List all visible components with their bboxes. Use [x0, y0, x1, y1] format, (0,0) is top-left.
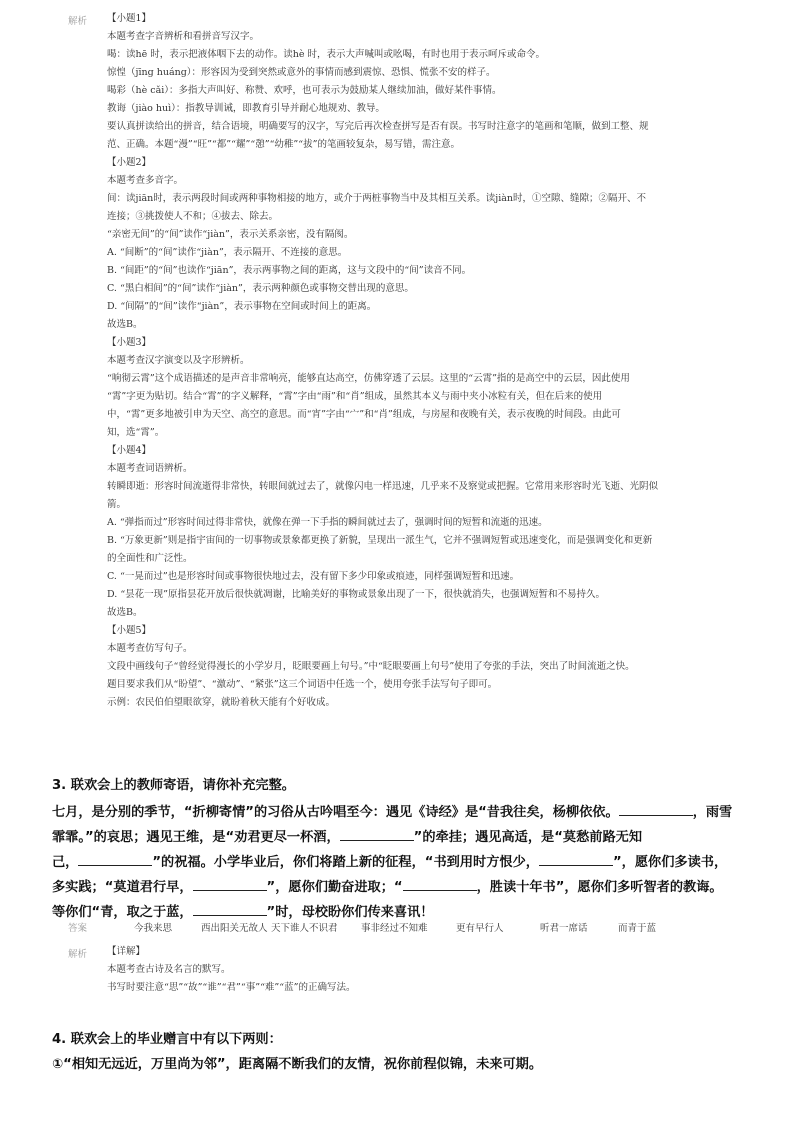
fill-blank[interactable]	[340, 826, 414, 841]
fill-blank[interactable]	[193, 901, 267, 916]
analysis-line: 间：读jiān时，表示两段时间或两种事物相接的地方，或介于两桩事物当中及其相互关系。读jiàn时，①空隙、缝隙；②隔开、不	[107, 193, 647, 204]
analysis-line: 的全面性和广泛性。	[107, 553, 193, 564]
analysis-line: 【小题3】	[107, 337, 152, 348]
analysis-line: C. “黑白相间”的“间”读作“jiàn”，表示两种颜色或事物交替出现的意思。	[107, 283, 414, 294]
answer-item: 西出阳关无故人	[201, 923, 268, 934]
answer-item: 更有早行人	[456, 923, 504, 934]
analysis-line: 书写时要注意“思”“故”“谁”“君”“事”“难”“蓝”的正确写法。	[107, 982, 356, 993]
question-4-title: 4. 联欢会上的毕业赠言中有以下两则：	[52, 1032, 282, 1047]
question-3-line	[52, 826, 642, 848]
question-4-line: ①“相知无远近，万里尚为邻”，距离隔不断我们的友情，祝你前程似锦，未来可期。	[52, 1057, 543, 1072]
analysis-line: B. “万象更新”则是指宇宙间的一切事物或景象都更换了新貌，呈现出一派生气，它并不强调短暂或迅速变化，而是强调变化和更新	[107, 535, 653, 546]
analysis-line: 故选B。	[107, 607, 143, 618]
fill-blank[interactable]	[193, 876, 267, 891]
analysis-label: 解析	[68, 16, 88, 27]
analysis-line: 本题考查词语辨析。	[107, 463, 193, 474]
analysis-line: “霄”字更为贴切。结合“霄”的字义解释，“霄”字由“雨”和“肖”组成，虽然其本义与雨中夹小冰粒有关，但在后来的使用	[107, 391, 603, 402]
question-3-line	[52, 851, 727, 873]
analysis-line: 本题考查古诗及名言的默写。	[107, 964, 231, 975]
analysis-line: C. “一晃而过”也是形容时间或事物很快地过去，没有留下多少印象或痕迹，同样强调短暂和迅速。	[107, 571, 520, 582]
analysis-line: 中，“霄”更多地被引申为天空、高空的意思。而“宵”字由“宀”和“肖”组成，与房屋和夜晚有关，表示夜晚的时间段。由此可	[107, 409, 621, 420]
analysis-line: 要认真拼读给出的拼音，结合语境，明确要写的汉字，写完后再次检查拼写是否有误。书写时注意字的笔画和笔顺，做到工整、规	[107, 121, 649, 132]
question-3-text: 多实践；“莫道君行早，	[52, 880, 193, 895]
analysis-line: 箭。	[107, 499, 127, 510]
answer-item: 而青于蓝	[618, 923, 657, 934]
answer-item: 天下谁人不识君	[271, 923, 338, 934]
fill-blank[interactable]	[403, 876, 477, 891]
analysis-line: 题目要求我们从“盼望”、“激动”、“紧张”这三个词语中任选一个，使用夸张手法写句子即可。	[107, 679, 498, 690]
question-3-title	[52, 776, 295, 796]
analysis-line: 【小题1】	[107, 13, 152, 24]
analysis-line: 【小题2】	[107, 157, 152, 168]
question-3-text: ”时，母校盼你们传来喜讯！	[266, 905, 434, 920]
analysis-line: 本题考查字音辨析和看拼音写汉字。	[107, 31, 260, 42]
analysis-line: 知，选“霄”。	[107, 427, 165, 438]
question-3-text: ”，愿你们勤奋进取；“	[266, 880, 403, 895]
question-3-text: ，雨雪	[692, 805, 733, 820]
analysis-line: 教诲（jiào huì）：指教导训诫，即教育引导并耐心地规劝、教导。	[107, 103, 385, 114]
answer-item: 今我来思	[134, 923, 173, 934]
answer-item: 事非经过不知难	[361, 923, 428, 934]
analysis-line: 【小题5】	[107, 625, 152, 636]
question-3-text: 3. 联欢会上的教师寄语，请你补充完整。	[52, 778, 295, 793]
analysis-line: D. “间隔”的“间”读作“jiàn”，表示事物在空间或时间上的距离。	[107, 301, 377, 312]
question-3-text: 己，	[52, 855, 79, 870]
question-3-text: ”的祝福。小学毕业后，你们将踏上新的征程，“书到用时方恨少，	[152, 855, 539, 870]
analysis-line: 喝彩（hè cǎi）：多指大声叫好、称赞、欢呼，也可表示为鼓励某人继续加油，做好某件事情。	[107, 85, 502, 96]
analysis-line: “亲密无间”的“间”读作“jiàn”，表示关系亲密，没有隔阂。	[107, 229, 354, 240]
question-3-text: ”，愿你们多读书，	[612, 855, 728, 870]
analysis-line: 惊惶（jīng huáng）：形容因为受到突然或意外的事情而感到震惊、恐惧、慌张不安的样子。	[107, 67, 496, 78]
analysis-line: 本题考查仿写句子。	[107, 643, 193, 654]
analysis-line: 喝：读hē 时，表示把液体咽下去的动作。读hè 时，表示大声喊叫或吆喝，有时也用于表示呵斥或命令。	[107, 49, 546, 60]
analysis-line: D. “昙花一现”原指昙花开放后很快就凋谢，比喻美好的事物或景象出现了一下，很快就消失，也强调短暂和不易持久。	[107, 589, 606, 600]
analysis-line: 连接；③挑拨使人不和；④拔去、除去。	[107, 211, 279, 222]
analysis-line: A. “间断”的“间”读作“jiàn”，表示隔开、不连接的意思。	[107, 247, 348, 258]
analysis-line: 本题考查汉字演变以及字形辨析。	[107, 355, 250, 366]
analysis-line: 转瞬即逝：形容时间流逝得非常快，转眼间就过去了，就像闪电一样迅速，几乎来不及察觉或把握。它常用来形容时光飞逝、光阴似	[107, 481, 659, 492]
analysis-line: 文段中画线句子“曾经觉得漫长的小学岁月，眨眼要画上句号。”中“眨眼要画上句号”使用了夸张的手法，突出了时间流逝之快。	[107, 661, 635, 672]
fill-blank[interactable]	[78, 851, 152, 866]
analysis-line: 范、正确。本题“漫”“旺”“都”“耀”“憩”“幼稚”“拔”的笔画较复杂，易写错，需注意。	[107, 139, 460, 150]
question-3-text: 霏霏。”的哀思；遇见王维，是“劝君更尽一杯酒，	[52, 830, 340, 845]
question-3-text: ”的牵挂；遇见高适，是“莫愁前路无知	[413, 830, 643, 845]
analysis-label-q3: 解析	[68, 949, 88, 960]
fill-blank[interactable]	[539, 851, 613, 866]
answer-label: 答案	[68, 923, 88, 934]
question-3-text: 七月，是分别的季节，“折柳寄情”的习俗从古吟唱至今：遇见《诗经》是“昔我往矣，杨柳依依。	[52, 805, 619, 820]
fill-blank[interactable]	[619, 801, 693, 816]
analysis-line: 本题考查多音字。	[107, 175, 184, 186]
analysis-line: 【详解】	[107, 946, 146, 957]
analysis-line: 【小题4】	[107, 445, 152, 456]
analysis-line: A. “弹指而过”形容时间过得非常快，就像在弹一下手指的瞬间就过去了，强调时间的短暂和流逝的迅速。	[107, 517, 548, 528]
analysis-line: 故选B。	[107, 319, 143, 330]
question-3-text: 等你们“青，取之于蓝，	[52, 905, 193, 920]
question-3-text: ，胜读十年书”，愿你们多听智者的教诲。	[476, 880, 723, 895]
analysis-line: “响彻云霄”这个成语描述的是声音非常响亮，能够直达高空，仿佛穿透了云层。这里的“云霄”指的是高空中的云层，因此使用	[107, 373, 630, 384]
analysis-line: 示例：农民伯伯望眼欲穿，就盼着秋天能有个好收成。	[107, 697, 336, 708]
question-3-line	[52, 876, 723, 898]
answer-item: 听君一席话	[540, 923, 588, 934]
analysis-line: B. “间距”的“间”也读作“jiān”，表示两事物之间的距离，这与文段中的“间”读音不同。	[107, 265, 472, 276]
question-3-line	[52, 801, 732, 823]
